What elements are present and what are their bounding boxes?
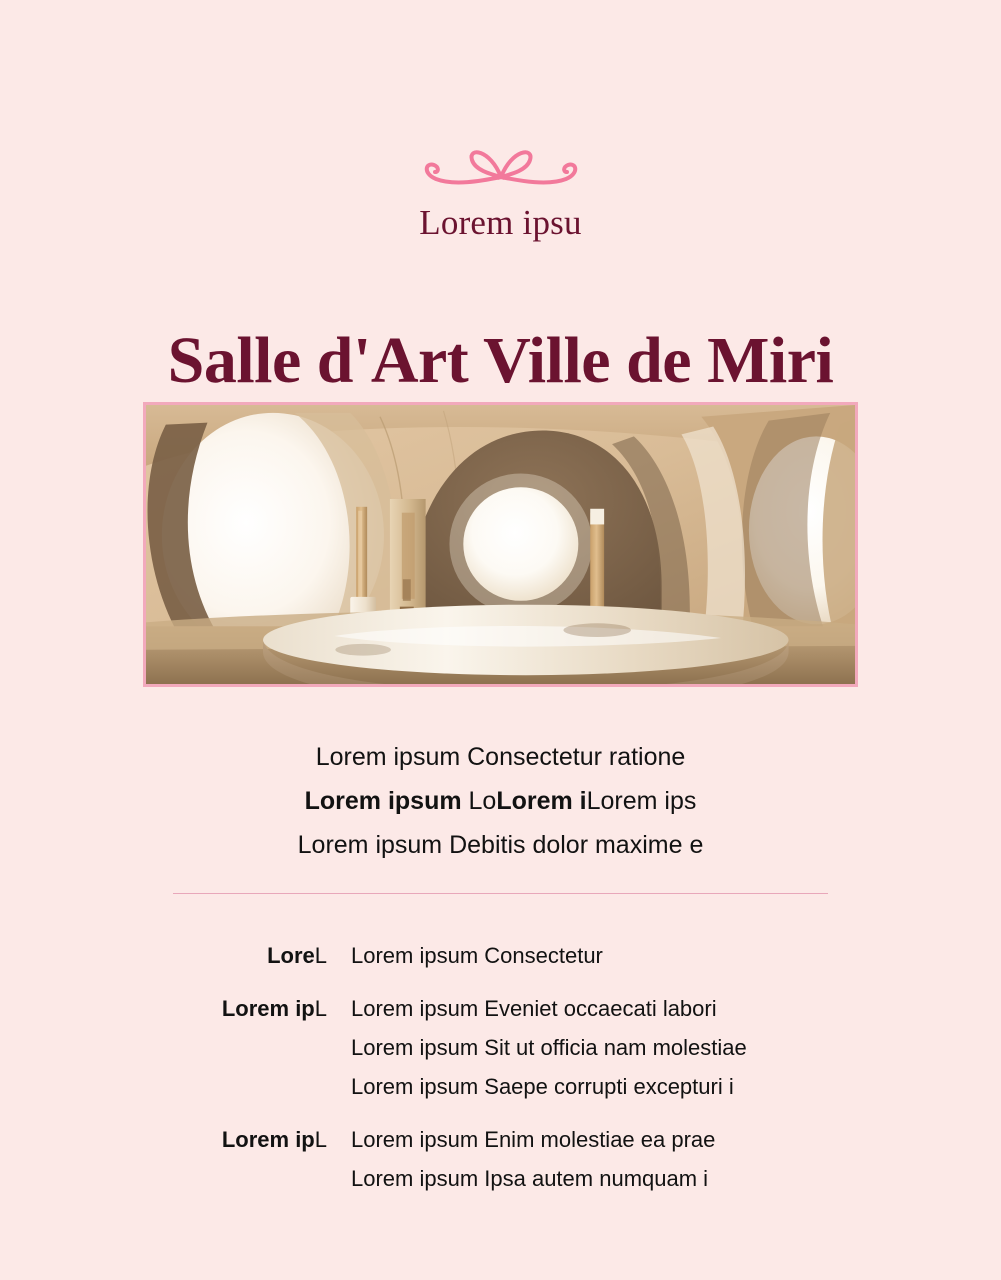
schedule-values-3 <box>327 1120 1001 1198</box>
architectural-interior-illustration <box>146 405 855 684</box>
schedule-row-1 <box>0 936 1001 975</box>
schedule-label-3-bold: Lorem ip <box>221 1127 315 1152</box>
page-title: Salle d'Art Ville de Miri <box>167 324 834 398</box>
body-line-3: Lorem ipsum Debitis dolor maxime e <box>297 831 704 859</box>
schedule-label-1-plain: L <box>314 943 327 968</box>
schedule-row-2 <box>0 989 1001 1106</box>
body-line-2-plain-1: Lo <box>468 787 497 815</box>
schedule-label-2-bold: Lorem ip <box>221 996 315 1021</box>
section-divider <box>173 893 828 894</box>
schedule-values-2 <box>327 989 1001 1106</box>
eyebrow-text: Lorem ipsu <box>419 203 582 242</box>
schedule-label-3-plain: L <box>314 1127 327 1152</box>
hero-image <box>146 405 855 684</box>
schedule-label-3 <box>0 1120 327 1159</box>
body-line-2-bold-2: Lorem i <box>496 787 587 815</box>
schedule-row-3 <box>0 1120 1001 1198</box>
schedule-list <box>0 936 1001 1198</box>
body-text-block <box>0 735 1001 867</box>
body-line-1: Lorem ipsum Consectetur ratione <box>315 743 686 771</box>
schedule-value: Lorem ipsum Saepe corrupti excepturi i <box>351 1074 734 1099</box>
schedule-label-1-bold: Lore <box>267 943 315 968</box>
schedule-value: Lorem ipsum Enim molestiae ea prae <box>351 1127 716 1152</box>
schedule-value: Lorem ipsum Sit ut officia nam molestiae <box>351 1035 747 1060</box>
schedule-label-2 <box>0 989 327 1028</box>
schedule-label-2-plain: L <box>314 996 327 1021</box>
hero-image-frame <box>143 402 858 687</box>
bow-ornament <box>0 143 1001 199</box>
body-line-2 <box>0 779 1001 823</box>
body-line-2-plain-2: Lorem ips <box>586 787 697 815</box>
schedule-value: Lorem ipsum Ipsa autem numquam i <box>351 1166 709 1191</box>
schedule-value: Lorem ipsum Consectetur <box>351 943 603 968</box>
body-line-2-bold-1: Lorem ipsum <box>304 787 469 815</box>
schedule-values-1 <box>327 936 1001 975</box>
schedule-value: Lorem ipsum Eveniet occaecati labori <box>351 996 717 1021</box>
pink-bow-ribbon-icon <box>406 143 596 199</box>
schedule-label-1 <box>0 936 327 975</box>
